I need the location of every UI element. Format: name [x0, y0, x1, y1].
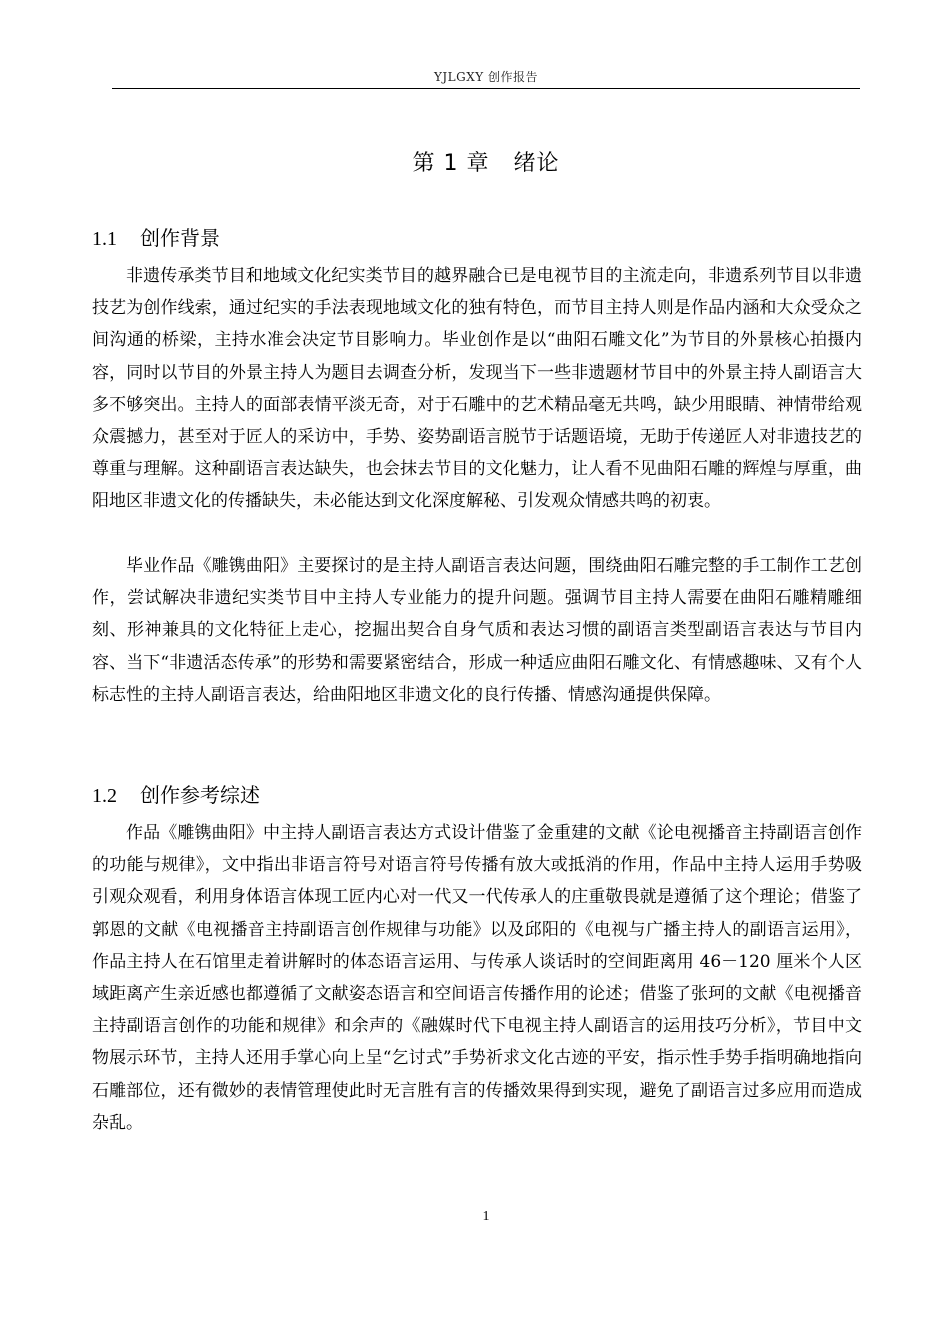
body-paragraph: 作品《雕镌曲阳》中主持人副语言表达方式设计借鉴了金重建的文献《论电视播音主持副语言创作的功能与规律》，文中指出非语言符号对语言符号传播有放大或抵消的作用，作品中主持人运用手势吸引观众观看，利用身体语言体现工匠内心对一代又一代传承人的庄重敬畏就是遵循了这个理论；借鉴了郭恩的文献《电视播音主持副语言创作规律与功能》以及邱阳的《电视与广播主持人的副语言运用》，作品主持人在石馆里走着讲解时的体态语言运用、与传承人谈话时的空间距离用 46－120 厘米个人区域距离产生亲近感也都遵循了文献姿态语言和空间语言传播作用的论述；借鉴了张珂的文献《电视播音主持副语言创作的功能和规律》和余声的《融媒时代下电视主持人副语言的运用技巧分析》，节目中文物展示环节，主持人还用手掌心向上呈“乞讨式”手势祈求文化古迹的平安，指示性手势手指明确地指向石雕部位，还有微妙的表情管理使此时无言胜有言的传播效果得到实现，避免了副语言过多应用而造成杂乱。	[92, 823, 862, 1133]
running-header: YJLGXY 创作报告	[433, 70, 539, 84]
section-number: 1.2	[92, 785, 117, 807]
section-heading-1-2	[92, 779, 260, 808]
body-paragraph: 毕业作品《雕镌曲阳》主要探讨的是主持人副语言表达问题，围绕曲阳石雕完整的手工制作工艺创作，尝试解决非遗纪实类节目中主持人专业能力的提升问题。强调节目主持人需要在曲阳石雕精雕细刻、形神兼具的文化特征上走心，挖掘出契合自身气质和表达习惯的副语言类型副语言表达与节目内容、当下“非遗活态传承”的形势和需要紧密结合，形成一种适应曲阳石雕文化、有情感趣味、又有个人标志性的主持人副语言表达，给曲阳地区非遗文化的良行传播、情感沟通提供保障。	[92, 556, 862, 705]
header-rule	[112, 88, 860, 89]
chapter-title: 第 1 章 绪论	[412, 151, 560, 176]
page-number: 1	[482, 1209, 490, 1224]
section-title: 创作背景	[140, 226, 220, 250]
section-number: 1.1	[92, 228, 117, 250]
section-heading-1-1	[92, 222, 220, 251]
body-paragraph: 非遗传承类节目和地域文化纪实类节目的越界融合已是电视节目的主流走向，非遗系列节目以非遗技艺为创作线索，通过纪实的手法表现地域文化的独有特色，而节目主持人则是作品内涵和大众受众之间沟通的桥梁，主持水准会决定节目影响力。毕业创作是以“曲阳石雕文化”为节目的外景核心拍摄内容，同时以节目的外景主持人为题目去调查分析，发现当下一些非遗题材节目中的外景主持人副语言大多不够突出。主持人的面部表情平淡无奇，对于石雕中的艺术精品毫无共鸣，缺少用眼睛、神情带给观众震撼力，甚至对于匠人的采访中，手势、姿势副语言脱节于话题语境，无助于传递匠人对非遗技艺的尊重与理解。这种副语言表达缺失，也会抹去节目的文化魅力，让人看不见曲阳石雕的辉煌与厚重，曲阳地区非遗文化的传播缺失，未必能达到文化深度解秘、引发观众情感共鸣的初衷。	[92, 266, 862, 512]
section-title: 创作参考综述	[140, 783, 260, 807]
